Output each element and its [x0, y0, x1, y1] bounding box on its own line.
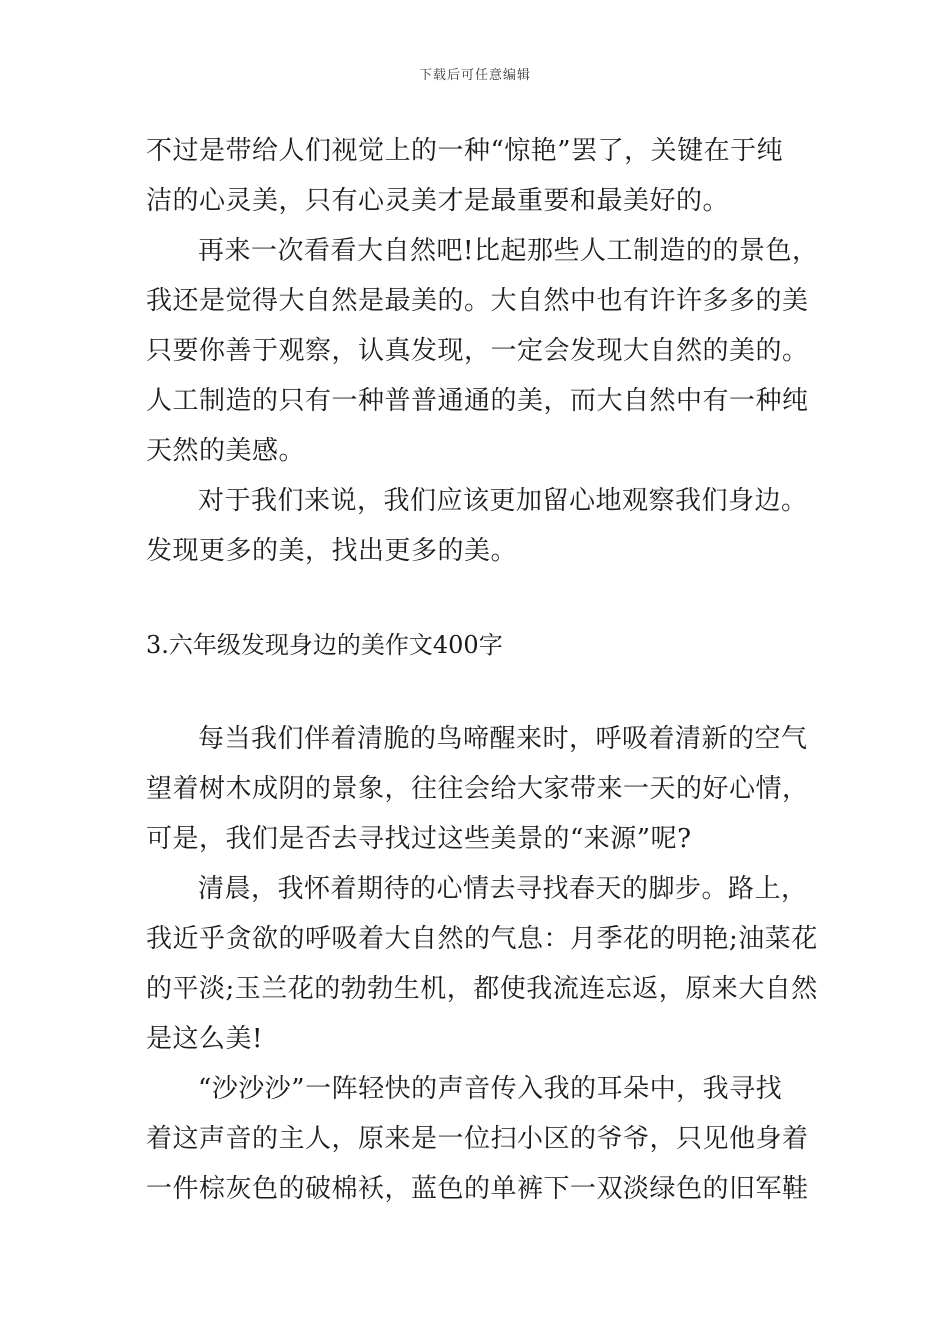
text-line: 我近乎贪欲的呼吸着大自然的气息：月季花的明艳;油菜花: [146, 924, 818, 954]
section-heading: 3.六年级发现身边的美作文400字: [146, 631, 503, 659]
paragraph: [146, 1064, 810, 1214]
paragraph: [146, 714, 810, 864]
bottom-paragraphs: [146, 714, 818, 1214]
paragraph: [146, 226, 819, 476]
section-gap: [146, 670, 810, 714]
text-line: 的平淡;玉兰花的勃勃生机，都使我流连忘返，原来大自然: [146, 974, 818, 1004]
text-line: 每当我们伴着清脆的鸟啼醒来时，呼吸着清新的空气: [198, 724, 808, 754]
page-header: 下载后可任意编辑: [418, 68, 531, 83]
paragraph: [146, 864, 818, 1064]
text-line: 着这声音的主人，原来是一位扫小区的爷爷，只见他身着: [146, 1124, 809, 1154]
text-line: 再来一次看看大自然吧!比起那些人工制造的的景色，: [198, 236, 819, 266]
text-line: 我还是觉得大自然是最美的。大自然中也有许许多多的美: [146, 286, 809, 316]
text-line: 天然的美感。: [146, 436, 306, 466]
text-line: 清晨，我怀着期待的心情去寻找春天的脚步。路上，: [198, 874, 808, 904]
top-paragraphs: [146, 126, 819, 576]
text-line: “沙沙沙”一阵轻快的声音传入我的耳朵中，我寻找: [198, 1074, 783, 1104]
text-line: 人工制造的只有一种普普通通的美，而大自然中有一种纯: [146, 386, 809, 416]
text-line: 发现更多的美，找出更多的美。: [146, 536, 518, 566]
text-line: 不过是带给人们视觉上的一种“惊艳”罢了，关键在于纯: [146, 136, 784, 166]
section-gap: [146, 576, 810, 620]
text-line: 是这么美!: [146, 1024, 263, 1054]
paragraph: [146, 126, 810, 226]
paragraph: [146, 476, 810, 576]
text-line: 可是，我们是否去寻找过这些美景的“来源”呢?: [146, 824, 692, 854]
text-line: 一件棕灰色的破棉袄，蓝色的单裤下一双淡绿色的旧军鞋: [146, 1174, 809, 1204]
text-line: 对于我们来说，我们应该更加留心地观察我们身边。: [198, 486, 808, 516]
text-line: 望着树木成阴的景象，往往会给大家带来一天的好心情，: [146, 774, 809, 804]
text-line: 洁的心灵美，只有心灵美才是最重要和最美好的。: [146, 186, 730, 216]
text-line: 只要你善于观察，认真发现，一定会发现大自然的美的。: [146, 336, 809, 366]
document-body: [146, 126, 819, 1214]
